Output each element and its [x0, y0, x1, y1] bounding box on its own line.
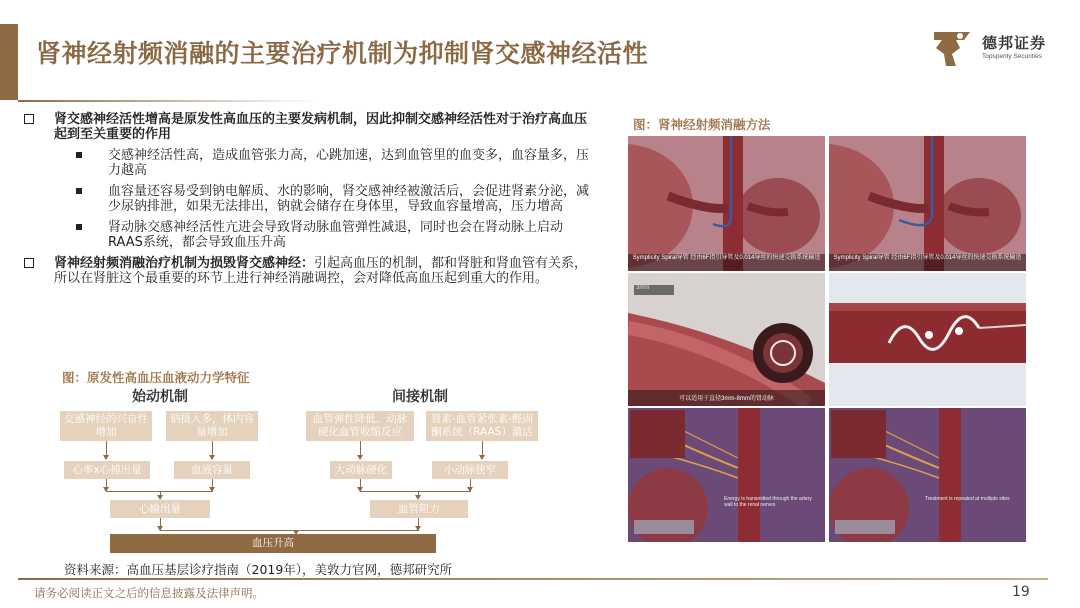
sub-bullet-text: 血容量还容易受到钠电解质、水的影响，肾交感神经被激活后，会促进肾素分泌，减少尿钠排泄，如果无法排出，钠就会储存在身体里，导致血容量增高，压力增高 [108, 184, 590, 214]
square-dot-icon [76, 188, 82, 194]
hemodynamics-diagram [50, 385, 590, 560]
figure-caption-hemodynamics: 图：原发性高血压血液动力学特征 [62, 370, 250, 385]
photo-caption: 可以适用于直径3mm-8mm的肾动脉 [679, 396, 774, 402]
title-accent-bar [0, 24, 18, 100]
box-heart-output: 心率x心搏出量 [64, 461, 150, 479]
spiral-catheter-image [829, 273, 1026, 406]
photo-caption: Symplicity Spiral导管 经由6F指引导管及0.014导丝的快速交换系统输送 [632, 255, 821, 261]
footer-divider [18, 578, 1048, 580]
kidney-catheter-image-2 [829, 136, 1026, 271]
arrow-down [106, 479, 107, 491]
bullet-bold-text: 肾神经射频消融治疗机制为损毁肾交感神经： [54, 256, 315, 271]
arrow-down [360, 479, 361, 491]
source-note: 资料来源：高血压基层诊疗指南（2019年），美敦力官网，德邦研究所 [64, 562, 453, 577]
photo-caption: Symplicity Spiral导管 经由6F指引导管及0.014导丝的快速交换系统输送 [833, 255, 1022, 261]
figure-caption-ablation: 图：肾神经射频消融方法 [633, 117, 771, 132]
photo-caption: Treatment is repeated at multiple sites [925, 496, 1010, 502]
sub-bullet-text: 肾动脉交感神经活性亢进会导致肾动脉血管弹性减退，同时也会在肾动脉上启动RAAS系统，都会导致血压升高 [108, 220, 564, 250]
bullet-text: 引起高血压的机制，都和肾脏和肾血管有关系，所以在肾脏这个最重要的环节上进行神经消融调控，会对降低高血压起到重大的作用。 [54, 256, 588, 286]
arrow-down [160, 518, 161, 530]
logo-mark-icon [930, 28, 976, 70]
arrow-down [418, 491, 419, 499]
logo-name: 德邦证券 [982, 34, 1047, 52]
arrow-down [360, 441, 361, 459]
merge-line [160, 530, 419, 531]
bullet-sympathetic [22, 112, 592, 142]
arrow-down [160, 491, 161, 499]
sub-bullet-text: 交感神经活性高，造成血管张力高，心跳加速，达到血管里的血变多，血容量多，压力越高 [108, 148, 590, 178]
box-vascular-resistance: 血管阻力 [370, 500, 468, 518]
renal-nerve-energy-image-1 [628, 408, 825, 542]
page-title: 肾神经射频消融的主要治疗机制为抑制肾交感神经活性 [36, 39, 649, 68]
box-large-artery: 大动脉硬化 [330, 461, 392, 479]
bullet-list [22, 112, 592, 292]
bullet-text: 肾交感神经活性增高是原发性高血压的主要发病机制，因此抑制交感神经活性对于治疗高血压起到至关重要的作用 [54, 112, 588, 142]
box-sympathetic: 交感神经的兴奋性增加 [60, 411, 152, 441]
initial-mechanism-header: 始动机制 [132, 389, 188, 405]
box-sodium: 钠摄入多，体内容量增加 [166, 411, 258, 441]
sub-bullet-3 [22, 220, 592, 250]
renal-nerve-energy-image-2 [829, 408, 1026, 542]
sub-bullet-2 [22, 184, 592, 214]
sub-bullet-1 [22, 148, 592, 178]
title-divider [18, 100, 318, 102]
box-cardiac-output: 心输出量 [110, 500, 210, 518]
box-raas: 肾素-血管紧张素-醛固酮系统（RAAS）激活 [426, 411, 538, 441]
arrow-down [482, 441, 483, 459]
scale-label: 3mm [636, 285, 650, 291]
square-dot-icon [76, 224, 82, 230]
box-blood-volume: 血液容量 [174, 461, 250, 479]
merge-line [360, 491, 471, 492]
company-logo [930, 28, 1070, 72]
box-small-artery: 小动脉狭窄 [432, 461, 508, 479]
logo-subtitle: Topsperity Securities [982, 53, 1042, 60]
arrow-down [418, 518, 419, 530]
ablation-illustration [628, 136, 1026, 542]
photo-caption: Energy is transmitted through the artery wall to the renal nerves [724, 496, 812, 508]
box-vascular: 血管弹性降低、动脉硬化血管收缩反应 [306, 411, 414, 441]
bullet-ablation [22, 256, 592, 286]
footer-disclaimer: 请务必阅读正文之后的信息披露及法律声明。 [34, 586, 264, 600]
arrow-down [470, 479, 471, 491]
arrow-down [212, 479, 213, 491]
box-bp-rise: 血压升高 [110, 534, 436, 553]
arrow-down [212, 441, 213, 459]
square-dot-icon [76, 152, 82, 158]
square-bullet-icon [24, 258, 34, 268]
arrow-down [106, 441, 107, 459]
page-number: 19 [1012, 584, 1030, 600]
kidney-catheter-image-1 [628, 136, 825, 271]
square-bullet-icon [24, 114, 34, 124]
artery-cross-section-image [628, 273, 825, 406]
indirect-mechanism-header: 间接机制 [392, 389, 448, 405]
